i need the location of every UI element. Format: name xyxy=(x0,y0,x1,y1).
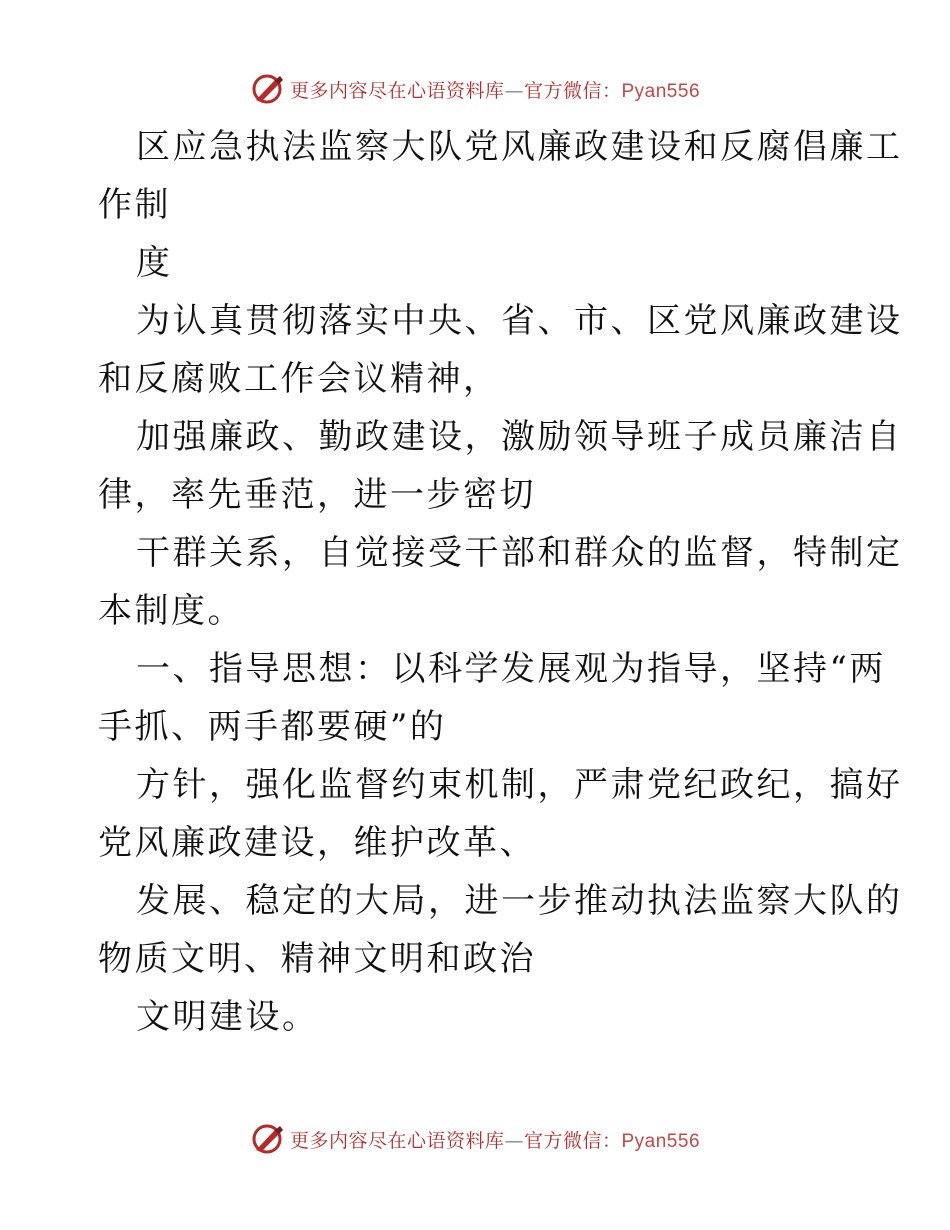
paragraph-line: 本制度。 xyxy=(98,591,244,631)
paragraph-line: 一、指导思想：以科学发展观为指导，坚持“两 xyxy=(136,649,886,689)
paragraph-line: 律，率先垂范，进一步密切 xyxy=(98,475,536,515)
title-line-2: 作制 xyxy=(98,185,171,225)
paragraph-line: 发展、稳定的大局，进一步推动执法监察大队的 xyxy=(136,881,903,921)
pen-circle-logo-icon xyxy=(250,1122,286,1156)
title-line-3: 度 xyxy=(136,243,173,283)
paragraph-line: 和反腐败工作会议精神， xyxy=(98,359,500,399)
paragraph-line: 方针，强化监督约束机制，严肃党纪政纪，搞好 xyxy=(136,765,903,805)
banner-text xyxy=(290,1126,700,1153)
title-line-1: 区应急执法监察大队党风廉政建设和反腐倡廉工 xyxy=(136,127,903,167)
paragraph-line: 党风廉政建设，维护改革、 xyxy=(98,823,536,863)
paragraph-line: 物质文明、精神文明和政治 xyxy=(98,939,536,979)
paragraph-line: 手抓、两手都要硬”的 xyxy=(98,707,447,747)
banner-prefix: 更多内容尽在心语资料库 xyxy=(289,1129,505,1152)
paragraph-line: 文明建设。 xyxy=(136,997,319,1037)
document-body xyxy=(98,118,903,1046)
banner-dash: — xyxy=(504,79,524,102)
paragraph-line: 干群关系，自觉接受干部和群众的监督，特制定 xyxy=(136,533,903,573)
banner-wechat-id: Pyan556 xyxy=(621,80,701,102)
banner-wechat-label: 官方微信： xyxy=(523,79,622,102)
pen-circle-logo-icon xyxy=(250,72,286,106)
header-banner xyxy=(0,72,950,106)
paragraph-line: 加强廉政、勤政建设，激励领导班子成员廉洁自 xyxy=(136,417,903,457)
banner-text xyxy=(290,76,700,103)
banner-prefix: 更多内容尽在心语资料库 xyxy=(289,79,505,102)
paragraph-line: 为认真贯彻落实中央、省、市、区党风廉政建设 xyxy=(136,301,903,341)
footer-banner xyxy=(0,1122,950,1156)
banner-dash: — xyxy=(504,1129,524,1152)
banner-wechat-id: Pyan556 xyxy=(621,1130,701,1152)
banner-wechat-label: 官方微信： xyxy=(523,1129,622,1152)
